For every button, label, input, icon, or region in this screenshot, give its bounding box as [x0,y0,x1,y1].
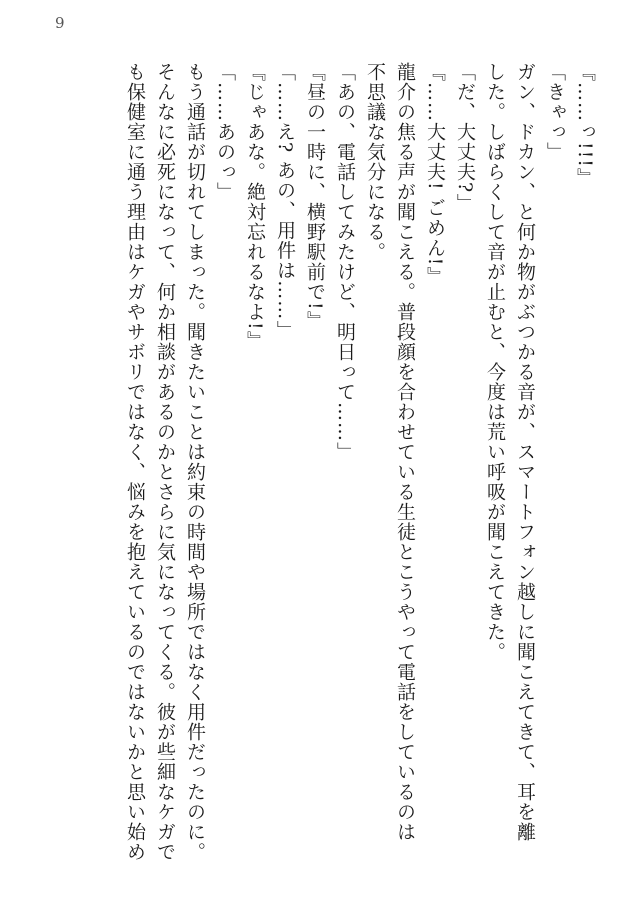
text-line: 「……あのっ」 [214,62,236,202]
text-line: 「だ、大丈夫?」 [454,62,476,214]
text-line: も保健室に通う理由はケガやサボリではなく、悩みを抱えているのではないかと思い始め [124,62,146,862]
text-line: 『……っ!!!』 [574,62,596,188]
text-line: した。しばらくして音が止むと、今度は荒い呼吸が聞こえてきた。 [484,62,506,662]
text-line: 『昼の一時に、横野駅前で!』 [304,62,326,331]
text-line: そんなに必死になって、何か相談があるのかとさらに気になってくる。彼が些細なケガで [154,62,176,862]
vertical-text-block [120,62,600,882]
text-line: 龍介の焦る声が聞こえる。普段顔を合わせている生徒とこうやって電話をしているのは [394,62,416,842]
text-line: 「きゃっ」 [544,62,566,162]
text-line: もう通話が切れてしまった。聞きたいことは約束の時間や場所ではなく用件だったのに。 [184,62,206,862]
text-line: 「あの、電話してみたけど、明日って……」 [334,62,356,462]
page-number: 9 [55,14,65,32]
text-line: 『じゃあな。絶対忘れるなよ!』 [244,62,266,351]
text-line: 不思議な気分になる。 [364,62,386,262]
text-line: ガン、ドカン、と何か物がぶつかる音が、スマートフォン越しに聞こえてきて、耳を離 [514,62,536,842]
text-line: 「……え? あの、用件は……」 [274,62,296,341]
text-line: 『……大丈夫! ごめん!』 [424,62,446,287]
